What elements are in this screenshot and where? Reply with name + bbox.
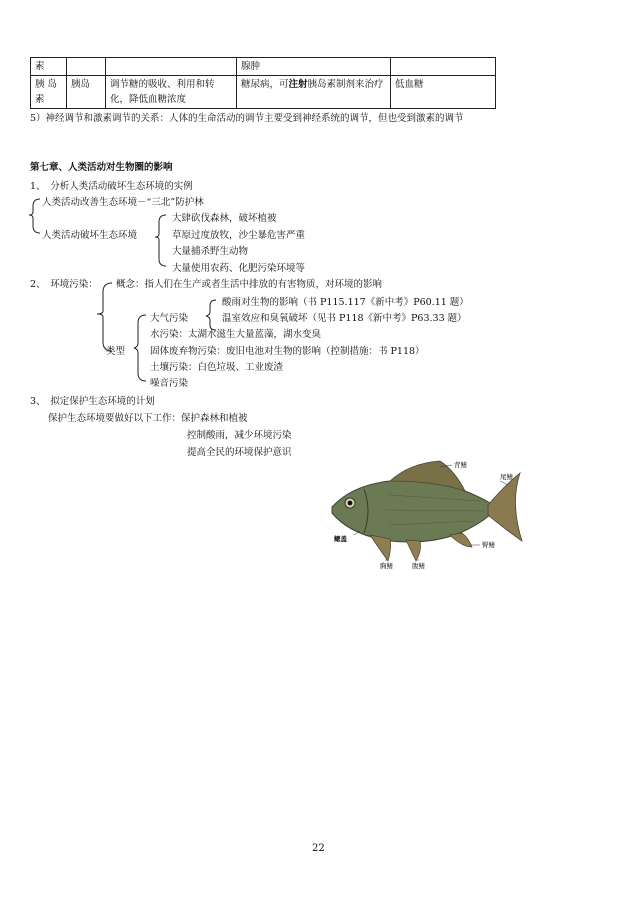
- types-label: 类型: [106, 346, 126, 357]
- page-number: 22: [312, 843, 325, 854]
- destroy-item: 大量使用农药、化肥污染环境等: [172, 263, 306, 274]
- label-anal: 臀鳍: [482, 541, 495, 549]
- brace-2: [155, 215, 166, 266]
- table-cell: 胰岛: [67, 76, 106, 109]
- air-pollution: 大气污染: [150, 313, 189, 324]
- table-cell: 腺肿: [237, 58, 391, 76]
- noise-pollution: 噪音污染: [150, 378, 189, 389]
- protect-line: 提高全民的环境保护意识: [187, 447, 292, 458]
- brace-1: [29, 199, 40, 233]
- cell-line: 素: [35, 94, 45, 105]
- section-2-heading: 2、 环境污染：: [30, 279, 98, 290]
- pollution-concept: 概念：指人们在生产或者生活中排放的有害物质，对环境的影响: [116, 279, 383, 290]
- brace-4: [134, 315, 146, 381]
- air-item: 温室效应和臭氧破坏（见书 P118《新中考》P63.33 题）: [222, 313, 467, 324]
- protect-line: 控制酸雨，减少环境污染: [187, 430, 292, 441]
- carp-illustration: [330, 455, 530, 570]
- improve-line: 人类活动改善生态环境－“三北”防护林: [42, 197, 204, 208]
- protect-line: 保护生态环境要做好以下工作：保护森林和植被: [48, 413, 248, 424]
- section-3-heading: 3、 拟定保护生态环境的计划: [30, 396, 155, 407]
- cell-line: 调节糖的吸收、利用和转: [110, 79, 215, 90]
- table-cell: 素: [31, 58, 67, 76]
- brace-3: [97, 283, 112, 351]
- destroy-item: 大量捕杀野生动物: [172, 246, 249, 257]
- soil-pollution: 土壤污染：白色垃圾、工业废渣: [150, 362, 284, 373]
- table-cell: 低血糖: [391, 76, 496, 109]
- destroy-item: 草原过度放牧，沙尘暴危害严重: [172, 230, 306, 241]
- air-item: 酸雨对生物的影响（书 P115.117《新中考》P60.11 题）: [222, 297, 469, 308]
- label-tail: 尾鳍: [500, 473, 513, 481]
- destroy-item: 大肆砍伐森林，破坏植被: [172, 213, 277, 224]
- cell-emphasis: 注射: [288, 79, 308, 90]
- brace-5: [206, 300, 216, 330]
- cell-text: 胰岛素制剂来治疗: [307, 79, 384, 90]
- water-pollution: 水污染：太湖水滋生大量蓝藻，湖水变臭: [150, 329, 322, 340]
- cell-line: 化，降低血糖浓度: [110, 94, 187, 105]
- note-5: 5）神经调节和激素调节的关系：人体的生命活动的调节主要受到神经系统的调节，但也受到激素的调节: [30, 113, 464, 124]
- cell-text: 糖尿病，可: [241, 79, 289, 90]
- destroy-line: 人类活动破坏生态环境: [42, 230, 138, 241]
- label-dorsal: 背鳍: [454, 461, 467, 469]
- label-pelvic: 腹鳍: [412, 562, 425, 570]
- label-pectoral: 胸鳍: [380, 562, 393, 570]
- cell-line: 胰 岛: [35, 79, 58, 90]
- solid-pollution: 固体废弃物污染：废旧电池对生物的影响（控制措施：书 P118）: [150, 346, 425, 357]
- chapter-title: 第七章、人类活动对生物圈的影响: [30, 162, 173, 173]
- label-gill: 鳃盖: [334, 535, 347, 543]
- section-1-heading: 1、 分析人类活动破坏生态环境的实例: [30, 181, 193, 192]
